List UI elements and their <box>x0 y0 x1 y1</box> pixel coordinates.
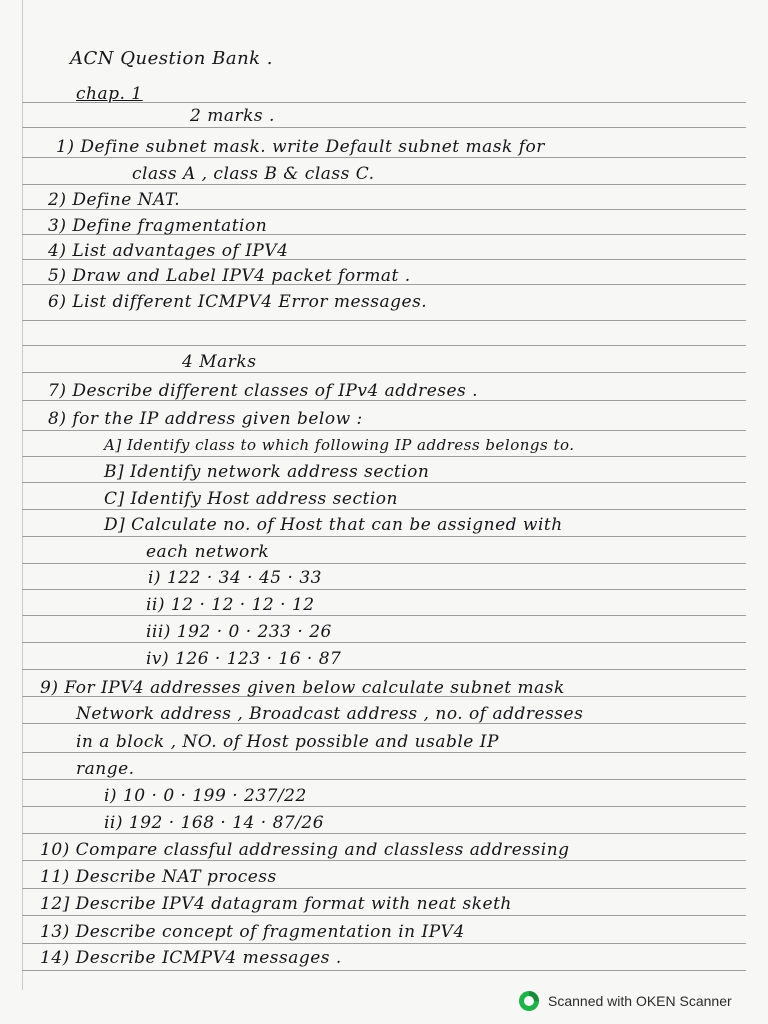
question-line: 10) Compare classful addressing and classless addressing <box>40 840 570 860</box>
question-line: A] Identify class to which following IP address belongs to. <box>104 436 575 454</box>
ruled-line <box>22 970 746 971</box>
chapter-label: chap. 1 <box>76 84 143 104</box>
question-line: range. <box>76 759 135 779</box>
ip-address-item: iii) 192 · 0 · 233 · 26 <box>146 622 332 642</box>
ruled-line <box>22 456 746 457</box>
ruled-line <box>22 943 746 944</box>
question-line: 1) Define subnet mask. write Default subnet mask for <box>56 137 545 157</box>
ruled-line <box>22 779 746 780</box>
section-heading-4-marks: 4 Marks <box>182 352 257 372</box>
ruled-line <box>22 372 746 373</box>
ip-address-item: i) 122 · 34 · 45 · 33 <box>148 568 322 588</box>
margin-line <box>22 0 23 990</box>
ruled-line <box>22 536 746 537</box>
question-line: in a block , NO. of Host possible and usable IP <box>76 732 499 752</box>
ruled-line <box>22 482 746 483</box>
scanner-watermark <box>518 990 732 1012</box>
ruled-line <box>22 345 746 346</box>
question-line: 9) For IPV4 addresses given below calculate subnet mask <box>40 678 565 698</box>
question-line: each network <box>146 542 270 562</box>
ruled-line <box>22 752 746 753</box>
question-line: 13) Describe concept of fragmentation in IPV4 <box>40 922 465 942</box>
ruled-line <box>22 669 746 670</box>
question-line: 4) List advantages of IPV4 <box>48 241 289 261</box>
ruled-line <box>22 127 746 128</box>
section-heading-2-marks: 2 marks . <box>190 106 275 126</box>
ruled-line <box>22 563 746 564</box>
ruled-line <box>22 615 746 616</box>
ruled-line <box>22 184 746 185</box>
ruled-line <box>22 888 746 889</box>
question-line: 14) Describe ICMPV4 messages . <box>40 948 342 968</box>
question-line: class A , class B & class C. <box>132 164 375 184</box>
question-line: 5) Draw and Label IPV4 packet format . <box>48 266 411 286</box>
ruled-line <box>22 642 746 643</box>
scanner-label: Scanned with OKEN Scanner <box>548 993 732 1009</box>
question-line: 6) List different ICMPV4 Error messages. <box>48 292 428 312</box>
ip-address-item: iv) 126 · 123 · 16 · 87 <box>146 649 342 669</box>
ruled-line <box>22 833 746 834</box>
ip-address-item: ii) 192 · 168 · 14 · 87/26 <box>104 813 325 833</box>
question-line: C] Identify Host address section <box>104 489 398 509</box>
ruled-line <box>22 806 746 807</box>
question-line: 12] Describe IPV4 datagram format with neat sketh <box>40 894 512 914</box>
ruled-line <box>22 860 746 861</box>
question-line: 3) Define fragmentation <box>48 216 268 236</box>
question-line: B] Identify network address section <box>104 462 430 482</box>
scanner-logo-icon <box>518 990 540 1012</box>
question-line: 2) Define NAT. <box>48 190 181 210</box>
ip-address-item: i) 10 · 0 · 199 · 237/22 <box>104 786 307 806</box>
ip-address-item: ii) 12 · 12 · 12 · 12 <box>146 595 315 615</box>
ruled-line <box>22 430 746 431</box>
question-line: Network address , Broadcast address , no. of addresses <box>76 704 584 724</box>
ruled-line <box>22 589 746 590</box>
question-line: D] Calculate no. of Host that can be assigned with <box>104 515 563 535</box>
question-line: 8) for the IP address given below : <box>48 409 363 429</box>
ruled-line <box>22 509 746 510</box>
ruled-line <box>22 157 746 158</box>
question-line: 11) Describe NAT process <box>40 867 277 887</box>
page-title: ACN Question Bank . <box>70 48 274 69</box>
ruled-line <box>22 320 746 321</box>
question-line: 7) Describe different classes of IPv4 addreses . <box>48 381 479 401</box>
ruled-line <box>22 915 746 916</box>
